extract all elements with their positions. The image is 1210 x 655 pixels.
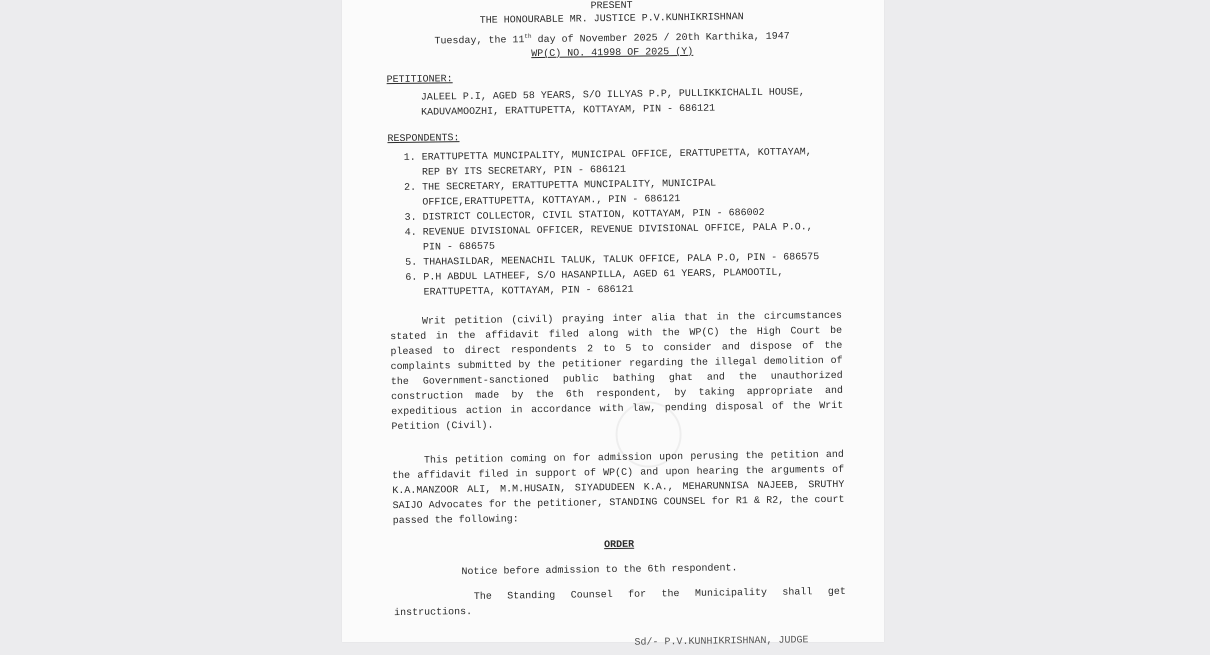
- respondents-heading: RESPONDENTS:: [387, 133, 460, 146]
- respondent-item: 2. THE SECRETARY, ERATTUPETTA MUNCIPALITY, MUNICIPAL: [404, 178, 717, 194]
- order-line-1: Notice before admission to the 6th respondent.: [461, 563, 738, 579]
- respondent-item: 3. DISTRICT COLLECTOR, CIVIL STATION, KOTTAYAM, PIN - 686002: [404, 207, 765, 224]
- admission-paragraph: This petition coming on for admission upon perusing the petition and the affidavit filed in support of WP(C) and upon hearing the arguments of K.A.MANZOOR ALI, M.M.HUSAIN, SIYADUDEEN K.A., MEHARUNNISA NAJEEB, SRUTHY SAIJO Advocates for the petitioner, STANDING COUNSEL for R1 & R2, the court passed the following:: [392, 449, 845, 528]
- respondent-item: 5. THAHASILDAR, MEENACHIL TALUK, TALUK OFFICE, PALA P.O, PIN - 686575: [405, 252, 820, 269]
- order-line-2: The Standing Counsel for the Municipality shall get instructions.: [393, 586, 846, 620]
- judge-name: THE HONOURABLE MR. JUSTICE P.V.KUNHIKRISHNAN: [479, 12, 744, 27]
- respondent-item: 6. P.H ABDUL LATHEEF, S/O HASANPILLA, AGED 61 YEARS, PLAMOOTIL,: [405, 267, 784, 284]
- prayer-paragraph: Writ petition (civil) praying inter alia that in the circumstances stated in the affidavit filed along with the WP(C) the High Court be pleased to direct respondents 2 to 5 to consider and dispose of the complaints submitted by the petitioner regarding the illegal demolition of the Government-sanctioned public bathing ghat and the unauthorized construction made by the 6th respondent, by taking appropriate and expeditious action in accordance with law, pending disposal of the Writ Petition (Civil).: [390, 310, 844, 434]
- respondent-item: 1. ERATTUPETTA MUNCIPALITY, MUNICIPAL OFFICE, ERATTUPETTA, KOTTAYAM,: [403, 147, 812, 164]
- petitioner-heading: PETITIONER:: [386, 74, 453, 87]
- petitioner-line-1: JALEEL P.I, AGED 58 YEARS, S/O ILLYAS P.P, PULLIKKICHALIL HOUSE,: [420, 87, 805, 104]
- document-page: [342, 0, 884, 649]
- respondent-item-cont: OFFICE,ERATTUPETTA, KOTTAYAM., PIN - 686121: [422, 194, 681, 209]
- present-label: PRESENT: [590, 0, 633, 13]
- respondent-item-cont: REP BY ITS SECRETARY, PIN - 686121: [421, 164, 627, 179]
- respondent-item-cont: ERATTUPETTA, KOTTAYAM, PIN - 686121: [423, 284, 634, 299]
- respondent-item-cont: PIN - 686575: [422, 241, 496, 254]
- petitioner-line-2: KADUVAMOOZHI, ERATTUPETTA, KOTTAYAM, PIN - 686121: [421, 103, 716, 119]
- signature-line: Sd/- P.V.KUNHIKRISHNAN, JUDGE: [634, 635, 809, 649]
- hearing-date: Tuesday, the 11th day of November 2025 / 20th Karthika, 1947: [434, 31, 790, 48]
- order-heading: ORDER: [604, 539, 635, 552]
- document-body: [338, 0, 889, 649]
- case-number: WP(C) NO. 41998 OF 2025 (Y): [531, 46, 694, 61]
- respondent-item: 4. REVENUE DIVISIONAL OFFICER, REVENUE DIVISIONAL OFFICE, PALA P.O.,: [404, 222, 813, 239]
